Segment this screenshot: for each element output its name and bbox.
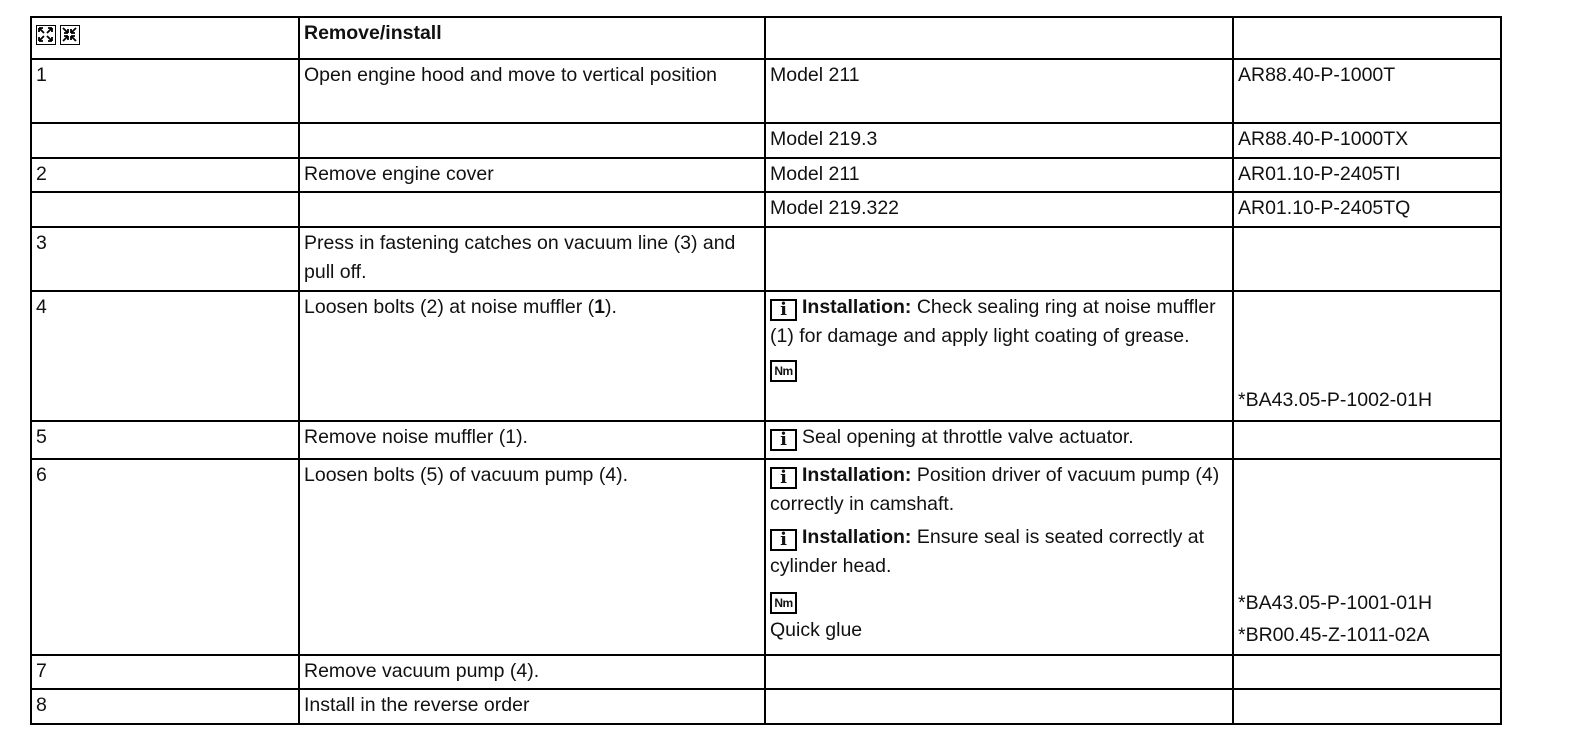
installation-label: Installation:: [802, 525, 912, 548]
table-row: [31, 655, 1501, 690]
step-ref-link[interactable]: *BR00.45-Z-1011-02A: [1238, 624, 1430, 646]
step-number: 6: [31, 459, 299, 655]
step-number: 8: [31, 689, 299, 724]
info-icon: i: [770, 529, 797, 551]
step-action: Open engine hood and move to vertical position: [299, 59, 765, 123]
procedure-table: [30, 16, 1502, 725]
torque-icon[interactable]: Nm: [770, 360, 797, 382]
seal-note: Seal opening at throttle valve actuator.: [802, 425, 1134, 448]
collapse-icon[interactable]: [60, 25, 80, 45]
step-ref-link[interactable]: [1233, 689, 1501, 724]
step-action: Remove noise muffler (1).: [299, 421, 765, 459]
step-number: 7: [31, 655, 299, 690]
info-icon: i: [770, 429, 797, 451]
table-row: [31, 158, 1501, 193]
table-row: [31, 459, 1501, 655]
step-note: Model 219.3: [765, 123, 1233, 158]
step-number: [31, 123, 299, 158]
installation-note-1: [770, 461, 1228, 520]
glue-note: Quick glue: [770, 618, 863, 641]
step-ref-link[interactable]: *BA43.05-P-1002-01H: [1233, 291, 1501, 421]
header-empty-cell: [1233, 17, 1501, 59]
installation-note: Ensure seal is seated correctly at cylinder head.: [770, 525, 1205, 577]
step-action: [299, 123, 765, 158]
step-number: 4: [31, 291, 299, 421]
step-ref-link[interactable]: AR01.10-P-2405TI: [1233, 158, 1501, 193]
step-action: Press in fastening catches on vacuum line (3) and pull off.: [299, 227, 765, 291]
installation-label: Installation:: [802, 463, 912, 486]
table-row: [31, 421, 1501, 459]
table-row: [31, 192, 1501, 227]
step-action: [299, 291, 765, 421]
torque-icon[interactable]: Nm: [770, 592, 797, 614]
step-note: Model 211: [765, 158, 1233, 193]
step-number: 1: [31, 59, 299, 123]
table-row: [31, 291, 1501, 421]
installation-label: Installation:: [802, 295, 912, 318]
step-action: [299, 192, 765, 227]
header-icons-cell: [31, 17, 299, 59]
torque-line: [770, 584, 1228, 614]
step-note: [765, 421, 1233, 459]
table-row: [31, 123, 1501, 158]
step-refs-cell: [1233, 459, 1501, 655]
step-action: Remove engine cover: [299, 158, 765, 193]
step-number: [31, 192, 299, 227]
info-icon: i: [770, 467, 797, 489]
step-ref-link[interactable]: AR01.10-P-2405TQ: [1233, 192, 1501, 227]
info-icon: i: [770, 299, 797, 321]
step-ref-link[interactable]: *BA43.05-P-1001-01H: [1238, 591, 1433, 614]
step-note: [765, 291, 1233, 421]
step-action: Loosen bolts (5) of vacuum pump (4).: [299, 459, 765, 655]
installation-note-2: [770, 523, 1228, 582]
step-number: 5: [31, 421, 299, 459]
step-note: [765, 227, 1233, 291]
header-title: Remove/install: [304, 22, 442, 44]
step-note: [765, 459, 1233, 655]
step-ref-link[interactable]: AR88.40-P-1000TX: [1233, 123, 1501, 158]
step-note: [765, 655, 1233, 690]
step-note: [765, 689, 1233, 724]
header-empty-cell: [765, 17, 1233, 59]
step-ref-link[interactable]: AR88.40-P-1000T: [1233, 59, 1501, 123]
table-row: [31, 689, 1501, 724]
step-action-text: ).: [604, 295, 617, 318]
step-ref-link[interactable]: [1233, 655, 1501, 690]
step-number: 2: [31, 158, 299, 193]
step-action-bold: 1: [594, 295, 605, 318]
installation-note: Position driver of vacuum pump (4) correctly in camshaft.: [770, 463, 1220, 515]
installation-note: Check sealing ring at noise muffler (1) for damage and apply light coating of grease.: [770, 295, 1216, 347]
table-row: [31, 59, 1501, 123]
table-row: [31, 227, 1501, 291]
step-number: 3: [31, 227, 299, 291]
step-ref-link[interactable]: [1233, 227, 1501, 291]
step-action-text: Loosen bolts (2) at noise muffler (: [304, 295, 595, 318]
step-note: Model 219.322: [765, 192, 1233, 227]
step-action: Install in the reverse order: [299, 689, 765, 724]
step-note: Model 211: [765, 59, 1233, 123]
step-action: Remove vacuum pump (4).: [299, 655, 765, 690]
step-ref-link[interactable]: [1233, 421, 1501, 459]
header-title-cell: [299, 17, 765, 59]
expand-icon[interactable]: [36, 25, 56, 45]
table-header-row: [31, 17, 1501, 59]
